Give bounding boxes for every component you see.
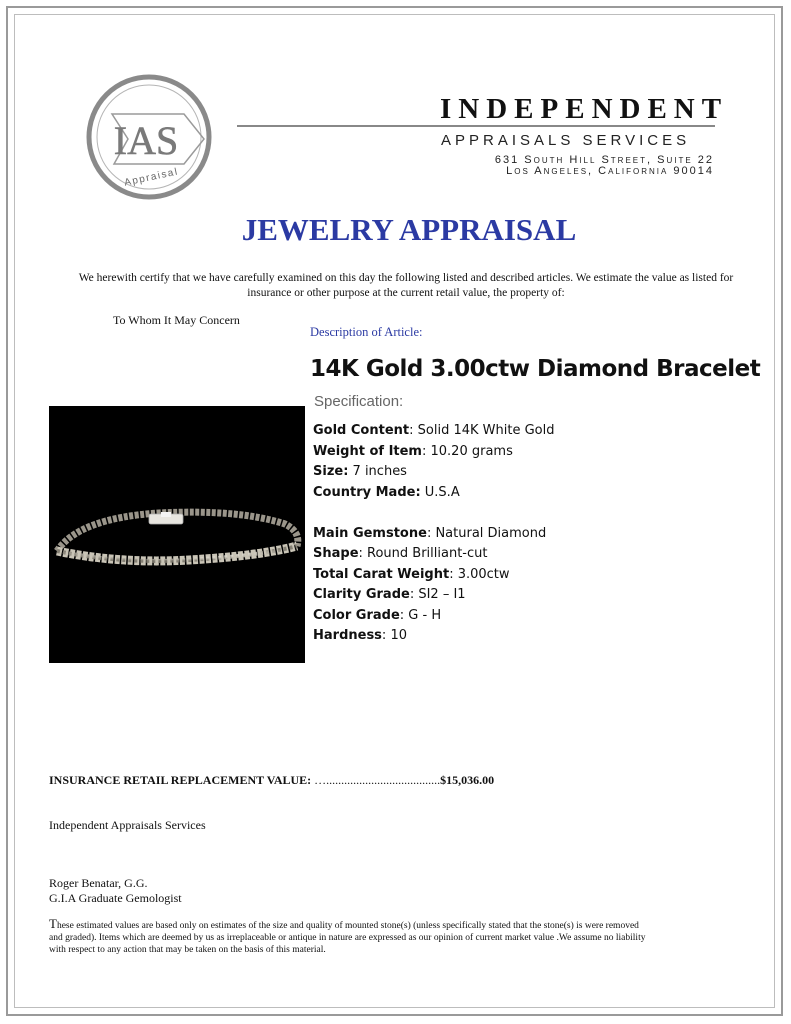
spec-value: Natural Diamond bbox=[435, 525, 547, 541]
spec-value: 7 inches bbox=[352, 464, 407, 479]
spec-value: 10 bbox=[390, 628, 407, 643]
spec-row-weight bbox=[313, 442, 554, 463]
property-owner: To Whom It May Concern bbox=[113, 313, 240, 327]
spec-separator: : bbox=[409, 587, 419, 602]
specification-label: Specification: bbox=[314, 393, 404, 410]
company-name: INDEPENDENT bbox=[440, 93, 729, 125]
spec-label: Main Gemstone bbox=[313, 525, 427, 541]
spec-value: Solid 14K White Gold bbox=[417, 423, 555, 438]
description-label: Description of Article: bbox=[310, 325, 423, 339]
spec-row-clarity bbox=[313, 585, 554, 606]
address-line-2: Los Angeles, California 90014 bbox=[506, 165, 714, 177]
spec-label: Weight of Item bbox=[313, 443, 422, 459]
spec-spacer bbox=[313, 503, 554, 524]
appraiser-name: Roger Benatar, G.G. bbox=[49, 876, 148, 890]
item-title: 14K Gold 3.00ctw Diamond Bracelet bbox=[310, 356, 761, 382]
spec-separator: : bbox=[409, 423, 418, 438]
spec-separator: : bbox=[399, 607, 409, 623]
spec-label: Country Made: bbox=[313, 484, 421, 500]
spec-row-shape bbox=[313, 544, 554, 565]
spec-separator: : bbox=[421, 443, 431, 459]
spec-separator: : bbox=[426, 525, 436, 541]
spec-row-size bbox=[313, 462, 554, 483]
spec-value: SI2 – I1 bbox=[418, 587, 466, 602]
spec-row-carat-weight bbox=[313, 565, 554, 586]
spec-row-gemstone bbox=[313, 524, 554, 545]
certification-statement: We herewith certify that we have carefully examined on this day the following listed and described articles. We estimate the value as listed for insurance or other purpose at the current retail value, the property of: bbox=[78, 272, 734, 299]
document-title: JEWELRY APPRAISAL bbox=[241, 212, 577, 247]
insurance-value bbox=[49, 773, 494, 788]
spec-value: 3.00ctw bbox=[457, 566, 510, 582]
spec-value: Round Brilliant-cut bbox=[367, 546, 488, 561]
company-subtitle: APPRAISALS SERVICES bbox=[441, 132, 691, 149]
spec-label: Shape bbox=[313, 546, 359, 561]
spec-label: Hardness bbox=[313, 628, 382, 643]
spec-value: G - H bbox=[408, 607, 442, 623]
spec-separator: : bbox=[381, 628, 391, 643]
bracelet-photo bbox=[49, 406, 305, 663]
spec-label: Clarity Grade bbox=[313, 587, 410, 602]
spec-row-hardness bbox=[313, 626, 554, 647]
spec-row-color bbox=[313, 606, 554, 627]
disclaimer-text: hese estimated values are based only on estimates of the size and quality of mounted stone(s) (unless specifically stated that the stone(s) is were removed and graded). Items which are deemed by us as irreplaceable or antique in nature are expressed as our opinion of current market value .We assume no liability with respect to any action that may be taken on the basis of this material. bbox=[49, 921, 646, 955]
spec-row-gold-content bbox=[313, 421, 554, 442]
spec-value: 10.20 grams bbox=[430, 443, 513, 459]
appraiser-credential: G.I.A Graduate Gemologist bbox=[49, 891, 182, 905]
insurance-value-label: INSURANCE RETAIL REPLACEMENT VALUE: bbox=[49, 773, 312, 787]
ias-logo bbox=[86, 74, 212, 200]
address-line-1: 631 South Hill Street, Suite 22 bbox=[494, 154, 714, 166]
spec-label: Color Grade bbox=[313, 607, 400, 623]
insurance-value-amount: $15,036.00 bbox=[440, 773, 495, 787]
spec-label: Size: bbox=[313, 464, 349, 479]
spec-separator: : bbox=[449, 566, 458, 582]
logo-text: IAS bbox=[113, 118, 179, 163]
spec-separator: : bbox=[358, 546, 368, 561]
logo-caption: Appraisal bbox=[123, 166, 180, 189]
signature-company: Independent Appraisals Services bbox=[49, 818, 206, 832]
specification-list bbox=[313, 421, 554, 647]
spec-row-country bbox=[313, 483, 554, 504]
value-leader-dots: …...................................... bbox=[311, 773, 441, 787]
spec-label: Gold Content bbox=[313, 423, 410, 438]
disclaimer-drop-cap: T bbox=[49, 916, 57, 931]
spec-label: Total Carat Weight bbox=[313, 566, 450, 582]
signature-block bbox=[49, 876, 182, 906]
disclaimer bbox=[49, 918, 649, 956]
spec-value: U.S.A bbox=[424, 484, 460, 500]
